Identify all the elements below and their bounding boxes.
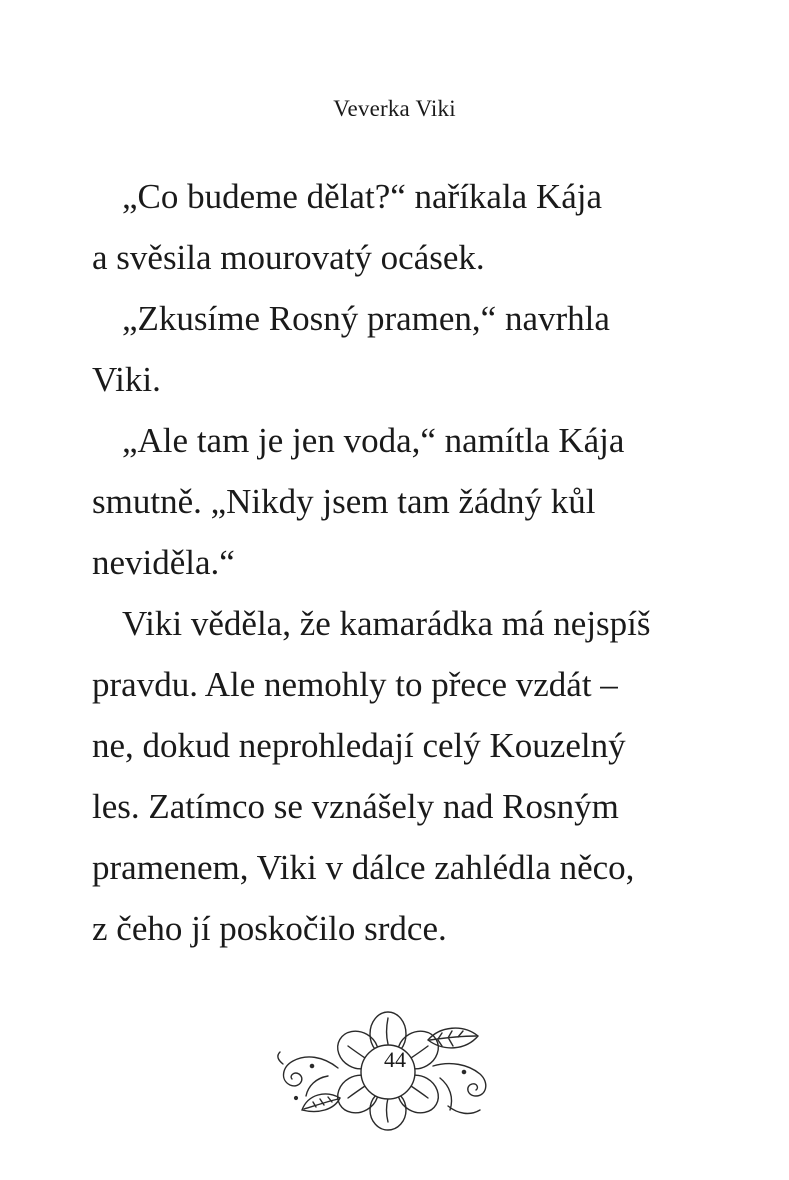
text-line: neviděla.“ — [92, 543, 235, 582]
text-line: les. Zatímco se vznášely nad Rosným — [92, 787, 619, 826]
running-header: Veverka Viki — [333, 96, 456, 121]
text-line: smutně. „Nikdy jsem tam žádný kůl — [92, 482, 596, 521]
text-line: „Co budeme dělat?“ naříkala Kája — [122, 177, 603, 216]
text-line: „Zkusíme Rosný pramen,“ navrhla — [122, 299, 610, 338]
text-line: Viki. — [92, 360, 161, 399]
text-line: z čeho jí poskočilo srdce. — [92, 909, 447, 948]
text-line: „Ale tam je jen voda,“ namítla Kája — [122, 421, 625, 460]
text-line: ne, dokud neprohledají celý Kouzelný — [92, 726, 626, 765]
page-number: 44 — [384, 1047, 406, 1072]
text-line: pramenem, Viki v dálce zahlédla něco, — [92, 848, 635, 887]
body-text — [92, 166, 732, 959]
text-line: pravdu. Ale nemohly to přece vzdát – — [92, 665, 618, 704]
text-line: a svěsila mourovatý ocásek. — [92, 238, 485, 277]
text-line: Viki věděla, že kamarádka má nejspíš — [122, 604, 651, 643]
